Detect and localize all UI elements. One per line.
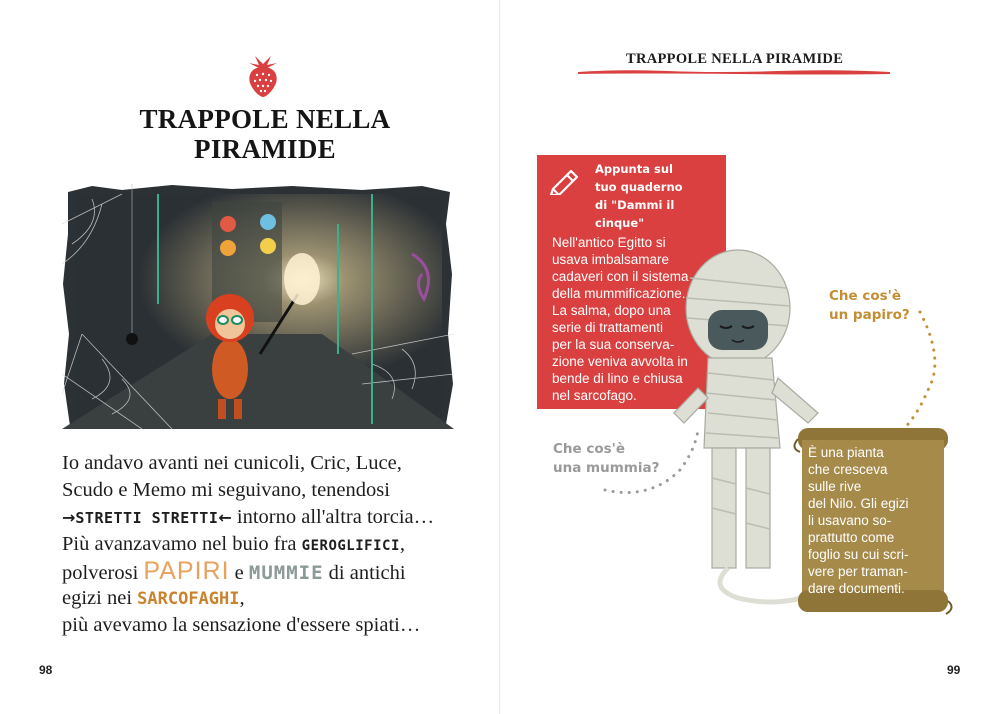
- question-mummia: Che cos'è una mummia?: [553, 441, 660, 476]
- strawberry-icon: [246, 52, 280, 98]
- tomb-illustration: [62, 184, 454, 429]
- scroll-answer-text: È una pianta che cresceva sulle rive del Nilo. Gli egizi li usavano so- prattutto come foglio su cui scri- vere per traman- dare documenti.: [808, 445, 909, 596]
- right-page: [500, 0, 1000, 714]
- mummie-lettering: MUMMIE: [248, 562, 324, 584]
- page-title: TRAPPOLE NELLA PIRAMIDE: [139, 104, 391, 164]
- story-text: Io andavo avanti nei cunicoli, Cric, Luce, Scudo e Memo mi seguivano, tenendosi →STRETTI STRETTI← intorno all'altra torcia… Più avanzavamo nel buio fra GEROGLIFICI, polverosi PAPIRI e MUMMIE di antichi egizi nei SARCOFAGHI, più avevamo la sensazione d'essere spiati…: [62, 452, 435, 636]
- question-papiro: Che cos'è un papiro?: [829, 288, 910, 323]
- page-number-left: 98: [39, 663, 53, 677]
- geroglifici-lettering: GEROGLIFICI: [301, 538, 400, 554]
- note-box-body: Nell'antico Egitto si usava imbalsamare cadaveri con il sistema della mummificazione. La salma, dopo una serie di trattamenti per la sua conserva- zione veniva avvolta in bende di lino e chiusa nel sarcofago.: [552, 235, 689, 403]
- papiri-lettering: PAPIRI: [143, 557, 230, 585]
- sarcofaghi-lettering: SARCOFAGHI: [137, 589, 240, 609]
- page-number-right: 99: [947, 663, 961, 677]
- note-box-heading: Appunta sul tuo quaderno di "Dammi il cinque": [595, 162, 683, 230]
- stretti-stretti-lettering: STRETTI STRETTI: [75, 509, 219, 527]
- running-head: TRAPPOLE NELLA PIRAMIDE: [626, 51, 844, 67]
